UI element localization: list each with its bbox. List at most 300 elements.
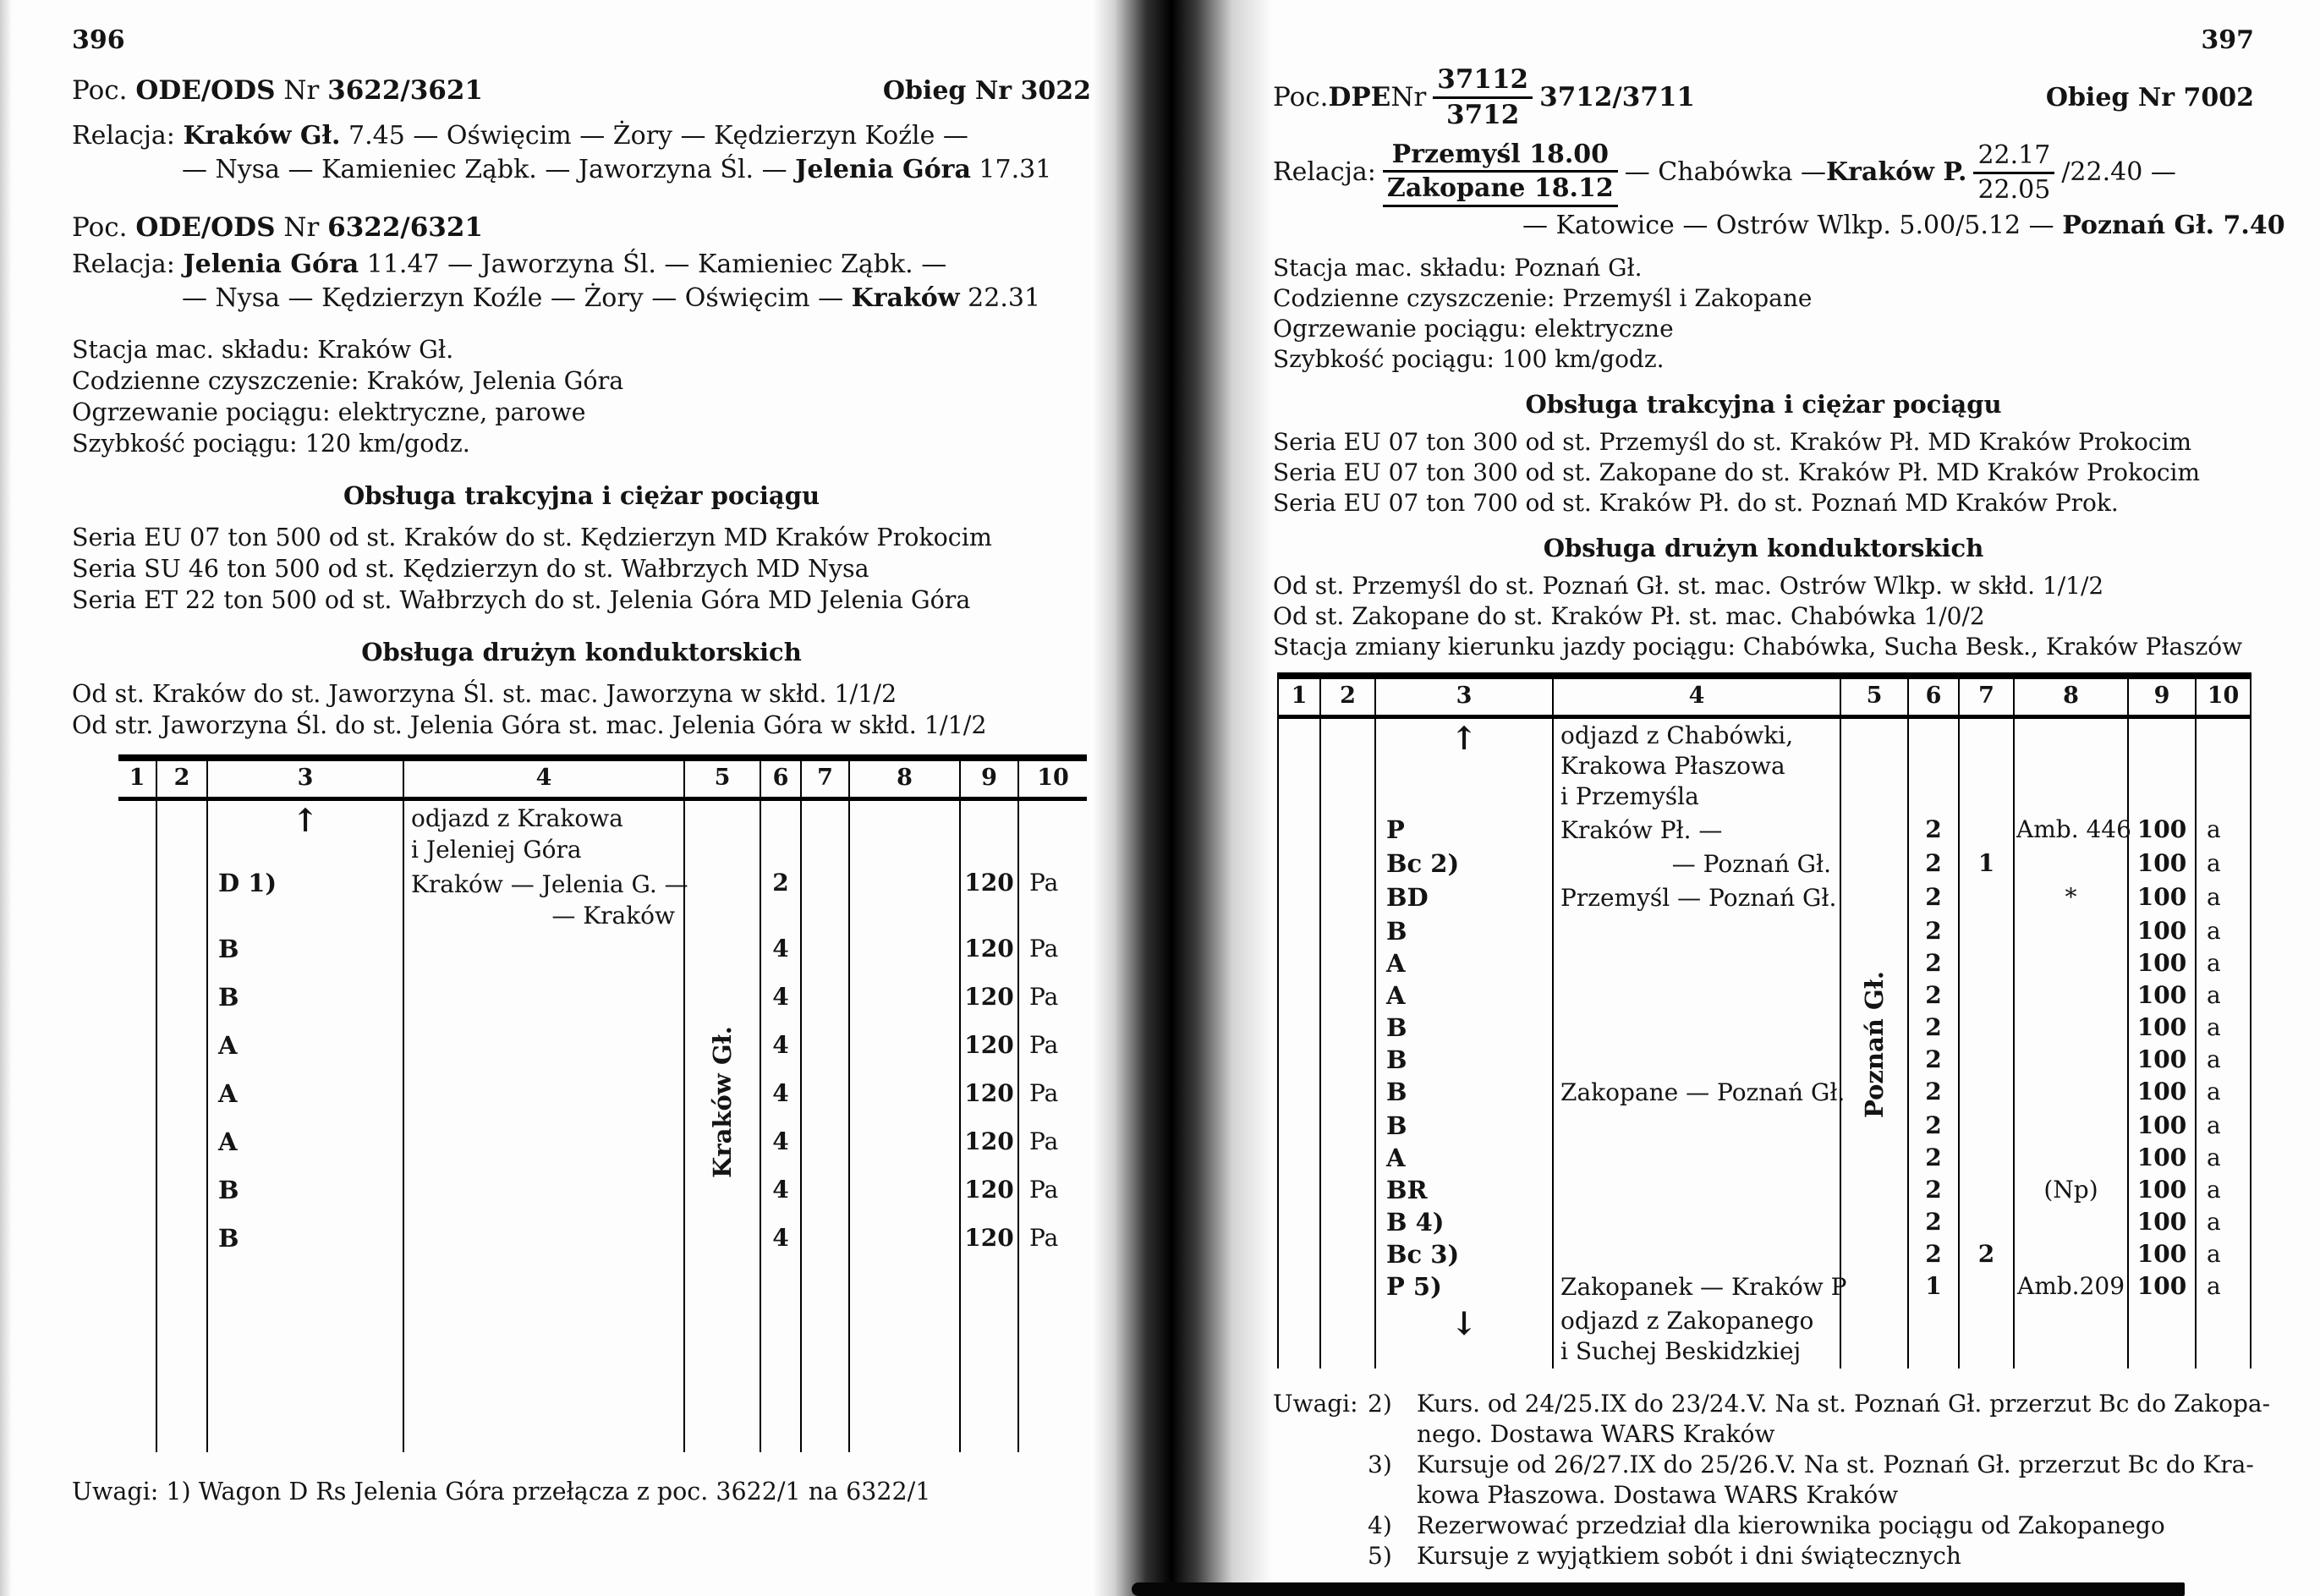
count-cell: 2 [1908,814,1959,847]
fraction [1973,140,2054,206]
brake-cell [1018,799,1087,868]
seria-line: Seria EU 07 ton 700 od st. Kraków Pł. do st. Poznań MD Kraków Prok. [1273,488,2119,517]
seria-line: Seria ET 22 ton 500 od st. Wałbrzych do st. Jelenia Góra MD Jelenia Góra [72,586,971,614]
route-cell [1553,881,1840,915]
table-header-row [118,758,1087,799]
text-run: 7.45 — Oświęcim — Żory — Kędzierzyn Koźle — [340,121,968,151]
train1-title [72,75,483,106]
page-number: 397 [2201,25,2254,55]
route-cell [403,1126,684,1174]
fraction [1383,139,1618,207]
uwagi-right [1273,1389,2271,1571]
route-cell [403,981,684,1029]
brake-cell: a [2196,1044,2251,1076]
route-cell [1553,1174,1840,1206]
wagon-row [1278,979,2251,1012]
fraction-top: 22.17 [1973,140,2054,174]
count2-cell [1959,1270,2014,1304]
class-cell [207,1126,403,1174]
brake-cell: Pa [1029,935,1059,963]
brake-cell: a [2196,1110,2251,1142]
speed-cell: 120 [960,1029,1018,1078]
route-line: — Kraków [551,902,675,930]
wagon-row [118,1174,1087,1222]
wagon-class: B [1386,1077,1407,1106]
brake-cell: Pa [1029,1127,1059,1155]
station-cell [1840,915,1908,1174]
wagon-row [118,933,1087,981]
remark-cell [2014,1110,2128,1142]
route-line: odjazd z Chabówki, [1560,721,1794,749]
seria-line: Seria SU 46 ton 500 od st. Kędzierzyn do st. Wałbrzych MD Nysa [72,555,869,583]
route-line: — Poznań Gł. [1671,849,1831,878]
brake-cell: Pa [1029,1031,1059,1059]
wagon-class: A [218,1079,238,1108]
remark-cell [849,1174,960,1222]
fraction-top: 37112 [1433,63,1533,99]
wagon-row [1278,947,2251,979]
up-arrow-icon: ↑ [1451,718,1478,757]
brake-cell: a [2196,1142,2251,1174]
relacja-line [72,248,1091,282]
route-line: i Jeleniej Góra [411,836,582,864]
conductor-line: Od st. Zakopane do st. Kraków Pł. st. mac. Chabówka 1/0/2 [1273,601,1985,630]
train1-header [1273,63,2254,132]
column-header: 6 [1908,676,1959,717]
column-header: 3 [1375,676,1553,717]
info-line: Ogrzewanie pociągu: elektryczne [1273,314,1674,343]
remark-cell [849,981,960,1029]
count2-cell [1959,1110,2014,1142]
wagon-table-right [1277,672,2251,1368]
speed-cell: 120 [960,1174,1018,1222]
count2-cell [1959,1174,2014,1206]
class-cell [1375,1174,1553,1206]
remark-cell [2014,1142,2128,1174]
speed-cell [2128,716,2196,814]
route-cell [403,1222,684,1270]
text-run: Poc. [1273,82,1329,113]
count2-cell: 1 [1959,847,2014,881]
train1-header [72,75,1091,106]
uwagi-label: Uwagi: [1273,1389,1358,1418]
count-cell: 2 [1908,1174,1959,1206]
class-cell [1375,1142,1553,1174]
remark-cell [2014,979,2128,1012]
wagon-class: B [1386,916,1407,946]
wagon-row [118,1078,1087,1126]
uwagi-item [1273,1511,2254,1541]
train2-header [72,212,1091,243]
class-cell [1375,979,1553,1012]
text-run: Nr [275,75,328,106]
text-run: /22.40 — [2061,157,2176,187]
relacja [1273,139,2285,243]
text-run: 3712/3711 [1539,82,1696,113]
filler-row [118,1270,1087,1452]
remark-cell [849,1078,960,1126]
class-cell [207,1222,403,1270]
uwagi-item-number: 3) [1368,1450,1392,1478]
wagon-row [1278,1076,2251,1110]
route-cell [1553,1076,1846,1110]
relacja-line [1273,139,2176,207]
wagon-class: P 5) [1386,1271,1442,1301]
route-line: odjazd z Zakopanego [1560,1306,1814,1335]
count2-cell: 2 [1959,1238,2014,1270]
class-cell [1375,814,1553,847]
brake-cell: a [2196,1076,2251,1110]
count2-cell [1959,947,2014,979]
count-cell [1908,1304,1959,1368]
fraction-top: Przemyśl 18.00 [1383,139,1618,173]
count-cell: 2 [1908,1238,1959,1270]
remark-cell [2014,915,2128,947]
seria-line: Seria EU 07 ton 300 od st. Przemyśl do st. Kraków Pł. MD Kraków Prokocim [1273,427,2192,456]
count2-cell [801,1029,849,1078]
count-cell: 4 [760,1078,801,1126]
section-title-conductors: Obsługa drużyn konduktorskich [361,638,802,666]
wagon-class: A [1386,1143,1406,1172]
count-cell: 1 [1908,1270,1959,1304]
class-cell [1375,915,1553,947]
text-run: Kraków Gł. [183,121,341,151]
info-line: Ogrzewanie pociągu: elektryczne, parowe [72,398,586,426]
class-cell [1375,1304,1553,1368]
wagon-class: B 4) [1386,1207,1445,1237]
speed-cell: 100 [2128,979,2196,1012]
route-cell [1553,1304,1840,1368]
column-header: 7 [801,758,849,799]
class-cell [1375,1206,1553,1238]
wagon-class: BR [1386,1175,1428,1204]
brake-cell: a [2196,915,2251,947]
class-cell [207,1174,403,1222]
column-header: 3 [207,758,403,799]
route-cell [1553,947,1840,979]
route-cell [403,1078,684,1126]
wagon-row [118,981,1087,1029]
class-cell [207,799,403,868]
count2-cell [801,933,849,981]
route-cell [1553,1142,1840,1174]
text-run: Kraków P. [1826,157,1967,187]
section-title-traction: Obsługa trakcyjna i ciężar pociągu [343,481,820,510]
wagon-row [1278,1206,2251,1238]
remark-cell: Amb. 446 [2014,814,2128,847]
wagon-class: A [218,1127,238,1156]
remark-cell [849,1126,960,1174]
brake-cell: a [2196,881,2251,915]
uwagi-line: Kursuje z wyjątkiem sobót i dni świątecznych [1417,1541,1961,1570]
text-run: Nr [1390,82,1427,113]
wagon-class: B [1386,1045,1407,1074]
route-cell [1553,1270,1847,1304]
class-cell [207,1029,403,1078]
remark-cell [849,799,960,868]
class-cell [207,933,403,981]
class-cell [1375,1110,1553,1142]
route-cell [403,1174,684,1222]
column-header: 5 [684,758,760,799]
column-header: 5 [1840,676,1908,717]
uwagi-item-text [1417,1389,2270,1450]
wagon-class: B [218,983,239,1012]
count2-cell [1959,979,2014,1012]
conductor-line: Od st. Przemyśl do st. Poznań Gł. st. mac. Ostrów Wlkp. w skłd. 1/1/2 [1273,571,2104,600]
column-header: 8 [849,758,960,799]
count-cell: 2 [1908,1012,1959,1044]
count-cell: 4 [760,981,801,1029]
uwagi-label-spacer [1273,1541,1368,1571]
count2-cell [1959,1076,2014,1110]
text-run: 17.31 [970,155,1052,184]
class-cell [207,867,403,933]
speed-cell: 100 [2128,814,2196,847]
info-line: Szybkość pociągu: 100 km/godz. [1273,344,1665,373]
text-run: Poc. [72,75,136,106]
uwagi-item-text [1417,1541,2254,1571]
text-run: DPE [1328,82,1391,113]
info-line: Codzienne czyszczenie: Przemyśl i Zakopane [1273,283,1813,312]
table-header-row [1278,676,2251,717]
page-number: 396 [72,25,125,55]
conductor-line: Od str. Jaworzyna Śl. do st. Jelenia Góra st. mac. Jelenia Góra w skłd. 1/1/2 [72,711,987,739]
class-cell [207,1078,403,1126]
remark-cell: (Np) [2014,1174,2128,1206]
wagon-row [1278,1174,2251,1206]
obieg-label: Obieg Nr 7002 [2045,82,2254,112]
count2-cell [1959,881,2014,915]
fraction-bottom: Zakopane 18.12 [1383,173,1618,207]
text-run: Relacja: [72,250,184,279]
uwagi-label-spacer [1273,1511,1368,1541]
wagon-class: B [218,1176,239,1204]
text-run: 3622/3621 [327,75,484,106]
relacja-line [72,119,1091,153]
count-cell: 4 [760,1029,801,1078]
wagon-class: Bc 2) [1386,848,1460,878]
speed-cell: 120 [960,1078,1018,1126]
section-title-traction: Obsługa trakcyjna i ciężar pociągu [1525,389,2002,419]
uwagi-item-text [1417,1450,2254,1511]
wagon-row [1278,1044,2251,1076]
wagon-class: BD [1386,882,1429,912]
train-info [1273,253,2254,375]
count-cell: 2 [1908,1206,1959,1238]
route-line: Zakopane — Poznań Gł. [1560,1078,1846,1106]
text-run: Jelenia Góra [795,155,971,184]
text-run: — Katowice — Ostrów Wlkp. 5.00/5.12 — [1522,210,2063,240]
brake-cell: a [2196,814,2251,847]
wagon-table-left [118,754,1087,1452]
uwagi-item-number: 2) [1368,1389,1392,1418]
seria-line: Seria EU 07 ton 500 od st. Kraków do st. Kędzierzyn MD Kraków Prokocim [72,524,992,551]
route-line: Krakowa Płaszowa [1560,751,1785,780]
remark-cell: * [2014,881,2128,915]
count-cell: 2 [1908,979,1959,1012]
brake-cell: a [2196,1012,2251,1044]
wagon-row [1278,881,2251,915]
brake-cell [2196,716,2251,814]
speed-cell: 100 [2128,947,2196,979]
uwagi-line: Kurs. od 24/25.IX do 23/24.V. Na st. Poznań Gł. przerzut Bc do Zakopa- [1417,1389,2271,1418]
brake-cell: a [2196,1270,2251,1304]
brake-cell [2196,1304,2251,1368]
conductor-line: Stacja zmiany kierunku jazdy pociągu: Chabówka, Sucha Besk., Kraków Płaszów [1273,632,2243,661]
wagon-class: P [1386,814,1405,844]
count-cell: 4 [760,1174,801,1222]
route-cell [403,933,684,981]
route-cell [1553,1012,1840,1044]
count2-cell [1959,1044,2014,1076]
text-run: Relacja: [1273,157,1376,187]
wagon-row [118,1126,1087,1174]
count2-cell [1959,1206,2014,1238]
count2-cell [801,1222,849,1270]
speed-cell: 120 [960,981,1018,1029]
count2-cell [1959,915,2014,947]
conductor-block [72,678,1091,741]
column-header: 2 [1320,676,1375,717]
remark-cell: Amb.209 [2014,1270,2128,1304]
speed-cell: 100 [2128,915,2196,947]
count2-cell [1959,1012,2014,1044]
route-cell [1553,1110,1840,1142]
speed-cell [960,799,1018,868]
speed-cell: 100 [2128,1110,2196,1142]
fraction [1433,63,1533,132]
route-cell [1553,915,1840,947]
brake-cell: Pa [1029,1079,1059,1107]
remark-cell [2014,847,2128,881]
count-cell: 2 [1908,1142,1959,1174]
vertical-station-label: Poznań Gł. [1860,970,1889,1118]
train-info [72,334,1091,459]
speed-cell: 120 [960,867,1018,933]
page-edge-shadow [0,0,12,1596]
speed-cell: 100 [2128,1238,2196,1270]
wagon-row [1278,716,2251,814]
uwagi-line: kowa Płaszowa. Dostawa WARS Kraków [1417,1480,1899,1509]
class-cell [1375,1012,1553,1044]
route-cell [1553,814,1840,847]
right-page [1273,25,2285,1571]
speed-cell: 100 [2128,1142,2196,1174]
uwagi-item [1273,1450,2254,1511]
count2-cell [801,1174,849,1222]
remark-cell [2014,1012,2128,1044]
wagon-row [1278,1238,2251,1270]
class-cell [1375,716,1553,814]
wagon-row [1278,847,2251,881]
up-arrow-icon: ↑ [292,801,319,839]
speed-cell: 100 [2128,1206,2196,1238]
wagon-class: B [218,935,239,963]
info-line: Szybkość pociągu: 120 km/godz. [72,430,470,458]
count2-cell [801,1078,849,1126]
route-line: Kraków Pł. — [1560,815,1723,844]
speed-cell: 100 [2128,1044,2196,1076]
section-title-conductors: Obsługa drużyn konduktorskich [1543,533,1984,562]
route-line: Kraków — Jelenia G. — [411,870,688,898]
remark-cell [849,933,960,981]
route-cell [1553,1206,1840,1238]
count-cell [760,799,801,868]
brake-cell: a [2196,947,2251,979]
left-page [72,25,1091,1506]
speed-cell: 120 [960,1222,1018,1270]
book-binding-shadow [1093,0,1272,1596]
relacja-line [72,153,1091,187]
column-header: 1 [118,758,156,799]
uwagi-line: Kursuje od 26/27.IX do 25/26.V. Na st. Poznań Gł. przerzut Bc do Kra- [1417,1450,2254,1478]
class-cell [1375,1270,1553,1304]
route-line: Zakopanek — Kraków P [1560,1272,1847,1301]
speed-cell: 100 [2128,1012,2196,1044]
class-cell [1375,947,1553,979]
wagon-row [118,799,1087,868]
text-run: Jelenia Góra [183,250,359,279]
text-run: 11.47 — Jaworzyna Śl. — Kamieniec Ząbk. — [359,250,947,279]
brake-cell: a [2196,1206,2251,1238]
conductor-block [1273,571,2254,662]
brake-cell: Pa [1029,1224,1059,1252]
class-cell [1375,1044,1553,1076]
brake-cell: a [2196,979,2251,1012]
info-line: Codzienne czyszczenie: Kraków, Jelenia Góra [72,367,624,395]
relacja-line [1273,209,2285,243]
class-cell [207,981,403,1029]
brake-cell: a [2196,1238,2251,1270]
count2-cell [1959,814,2014,847]
column-header: 9 [2128,676,2196,717]
wagon-class: A [1386,948,1406,978]
route-line: i Suchej Beskidzkiej [1560,1336,1802,1365]
uwagi-left: Uwagi: 1) Wagon D Rs Jelenia Góra przełącza z poc. 3622/1 na 6322/1 [72,1478,931,1506]
brake-cell: Pa [1029,1176,1059,1204]
text-run: — Chabówka — [1624,157,1827,187]
count2-cell [801,1126,849,1174]
info-line: Stacja mac. składu: Kraków Gł. [72,336,454,364]
text-run: ODE/ODS [135,212,276,243]
speed-cell: 120 [960,1126,1018,1174]
remark-cell [2014,1076,2128,1110]
conductor-line: Od st. Kraków do st. Jaworzyna Śl. st. mac. Jaworzyna w skłd. 1/1/2 [72,680,897,708]
remark-cell [2014,1304,2128,1368]
route-cell [403,867,688,933]
wagon-row [1278,814,2251,847]
text-run: Nr [275,212,328,243]
count2-cell [1959,716,2014,814]
count-cell: 2 [1908,1076,1959,1110]
route-cell [1553,847,1840,881]
wagon-row [1278,1012,2251,1044]
speed-cell: 100 [2128,1076,2196,1110]
remark-cell [2014,716,2128,814]
uwagi-line: nego. Dostawa WARS Kraków [1417,1419,1775,1448]
text-run: — Nysa — Kamieniec Ząbk. — Jaworzyna Śl. — [182,155,796,184]
relacja-line [72,282,1091,315]
uwagi-item [1273,1541,2254,1571]
column-header: 2 [156,758,207,799]
remark-cell [2014,1238,2128,1270]
class-cell [1375,1076,1553,1110]
down-arrow-icon: ↓ [1451,1303,1478,1342]
speed-cell: 100 [2128,1174,2196,1206]
column-header: 8 [2014,676,2128,717]
speed-cell: 100 [2128,881,2196,915]
